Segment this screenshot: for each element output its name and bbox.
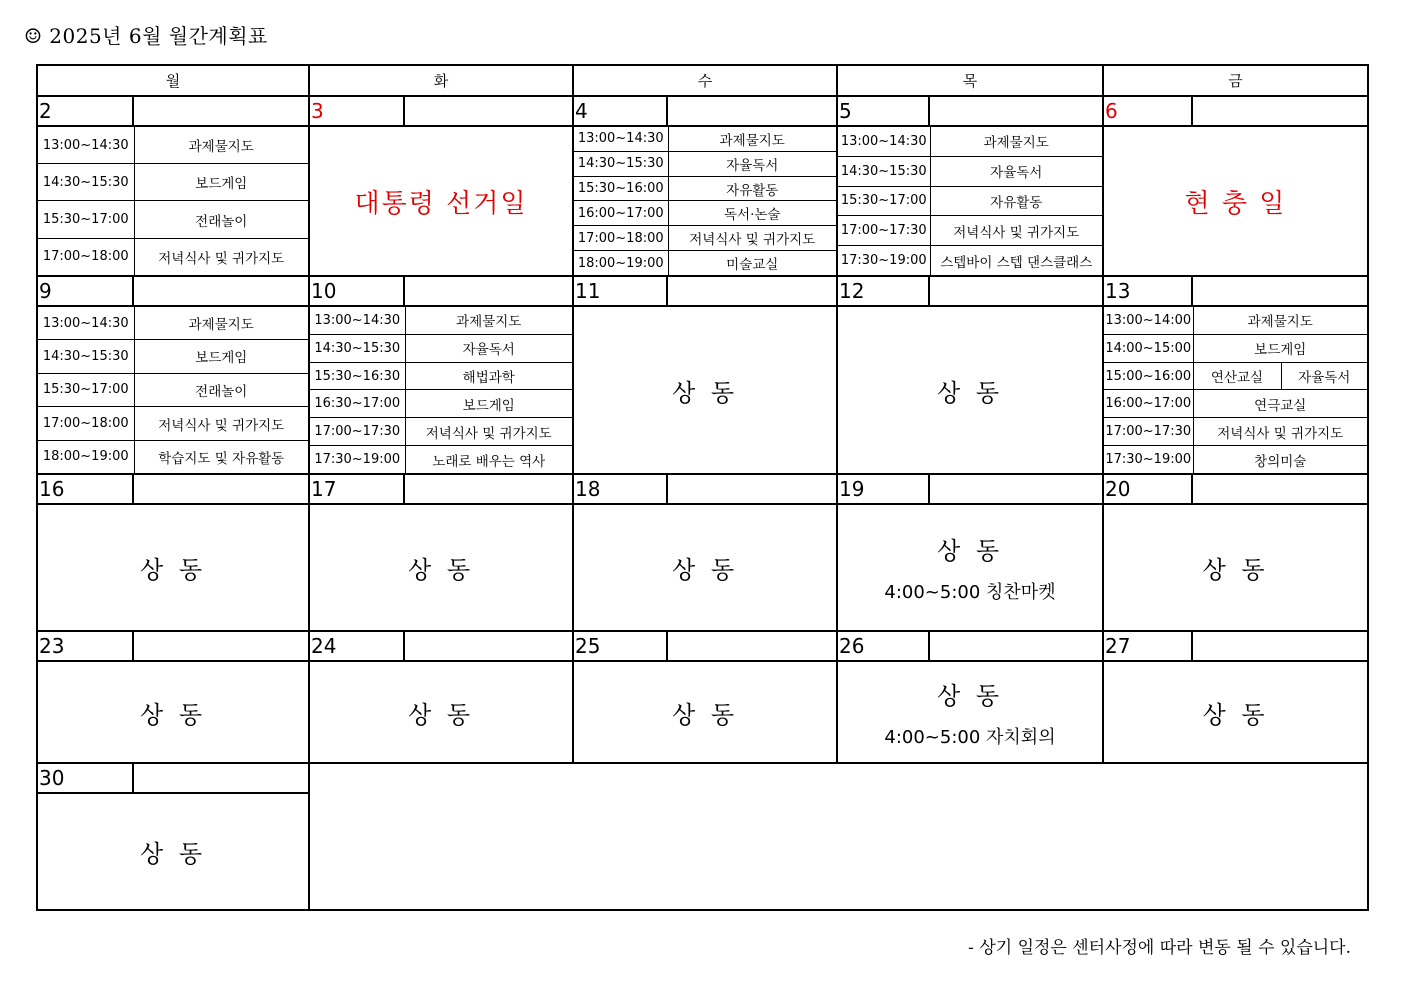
activity: 저녁식사 및 귀가지도 <box>930 216 1102 246</box>
activity: 자유활동 <box>930 186 1102 216</box>
date-note <box>133 474 309 504</box>
date-note <box>1192 474 1368 504</box>
time-slot: 17:00~17:30 <box>838 216 930 246</box>
activity: 자율독서 <box>405 334 572 362</box>
activity: 저녁식사 및 귀가지도 <box>668 226 836 251</box>
date-note <box>133 276 309 306</box>
weekday-mon: 월 <box>37 65 309 96</box>
time-slot: 17:30~19:00 <box>310 446 405 473</box>
weekday-tue: 화 <box>309 65 573 96</box>
activity: 과제물지도 <box>134 307 308 340</box>
date-26: 26 <box>837 631 929 661</box>
activity: 보드게임 <box>1193 334 1367 362</box>
date-9: 9 <box>37 276 133 306</box>
date-note <box>667 474 837 504</box>
date-5: 5 <box>837 96 929 126</box>
weekday-fri: 금 <box>1103 65 1368 96</box>
time-slot: 14:30~15:30 <box>38 164 134 201</box>
week2-date-row <box>37 276 1368 306</box>
page-title: ☺ 2025년 6월 월간계획표 <box>24 24 268 48</box>
activity: 노래로 배우는 역사 <box>432 453 546 470</box>
activity: 자율독서 <box>1281 362 1367 390</box>
date-13: 13 <box>1103 276 1192 306</box>
activity: 보드게임 <box>134 340 308 374</box>
activity: 저녁식사 및 귀가지도 <box>134 407 308 441</box>
activity: 자율독서 <box>668 151 836 176</box>
date-19: 19 <box>837 474 929 504</box>
time-slot: 14:30~15:30 <box>838 156 930 186</box>
date-note <box>133 96 309 126</box>
event-praise-market: 4:00~5:00 칭찬마켓 <box>884 582 1056 603</box>
activity: 보드게임 <box>405 390 572 418</box>
date-note <box>667 631 837 661</box>
schedule-day-19 <box>837 504 1103 631</box>
time-slot: 15:30~16:00 <box>574 176 668 201</box>
activity: 연산교실 <box>1193 362 1281 390</box>
monthly-calendar <box>36 64 1369 911</box>
activity: 독서·논술 <box>668 201 836 226</box>
holiday-election-day: 대통령 선거일 <box>309 126 573 276</box>
time-slot: 17:00~18:00 <box>38 238 134 275</box>
date-note <box>1192 96 1368 126</box>
week4-date-row <box>37 631 1368 661</box>
activity: 과제물지도 <box>405 307 572 334</box>
activity: 자율독서 <box>930 156 1102 186</box>
weekday-header-row <box>37 65 1368 96</box>
time-slot: 16:30~17:00 <box>310 390 405 418</box>
activity: 과제물지도 <box>134 127 308 164</box>
same-as-above: 상 동 <box>1103 661 1368 763</box>
time-slot: 14:00~15:00 <box>1104 334 1193 362</box>
weekday-thu: 목 <box>837 65 1103 96</box>
time-slot: 17:00~18:00 <box>574 226 668 251</box>
empty-area <box>309 763 1368 910</box>
date-note <box>133 763 309 793</box>
time-slot: 17:30~19:00 <box>1104 446 1193 473</box>
same-as-above: 상 동 <box>937 681 1003 710</box>
date-16: 16 <box>37 474 133 504</box>
time-slot: 13:00~14:30 <box>38 127 134 164</box>
date-27: 27 <box>1103 631 1192 661</box>
time-slot: 13:00~14:30 <box>38 307 134 340</box>
time-slot: 15:30~17:00 <box>38 373 134 407</box>
activity: 스텝바이 스텝 댄스클래스 <box>940 254 1093 271</box>
time-slot: 16:00~17:00 <box>574 201 668 226</box>
date-17: 17 <box>309 474 404 504</box>
same-as-above: 상 동 <box>309 661 573 763</box>
week2-content-row <box>37 306 1368 474</box>
time-slot: 14:30~15:30 <box>574 151 668 176</box>
footnote: - 상기 일정은 센터사정에 따라 변동 될 수 있습니다. <box>968 938 1351 958</box>
date-note <box>1192 276 1368 306</box>
same-as-above: 상 동 <box>309 504 573 631</box>
activity: 창의미술 <box>1254 453 1307 470</box>
activity: 학습지도 및 자유활동 <box>158 450 285 467</box>
date-12: 12 <box>837 276 929 306</box>
date-2: 2 <box>37 96 133 126</box>
week5-date-row <box>37 763 1368 793</box>
date-note <box>133 631 309 661</box>
time-slot: 15:30~16:30 <box>310 362 405 390</box>
schedule-day-13 <box>1103 306 1368 474</box>
holiday-memorial-day: 현 충 일 <box>1103 126 1368 276</box>
time-slot: 13:00~14:00 <box>1104 307 1193 334</box>
weekday-wed: 수 <box>573 65 837 96</box>
time-slot: 14:30~15:30 <box>38 340 134 374</box>
date-4: 4 <box>573 96 667 126</box>
time-slot: 15:30~17:00 <box>38 201 134 238</box>
activity: 과제물지도 <box>668 127 836 151</box>
time-slot: 15:30~17:00 <box>838 186 930 216</box>
activity: 전래놀이 <box>134 201 308 238</box>
same-as-above: 상 동 <box>573 504 837 631</box>
date-23: 23 <box>37 631 133 661</box>
time-slot: 18:00~19:00 <box>574 251 668 275</box>
date-note <box>929 474 1103 504</box>
activity: 자유활동 <box>668 176 836 201</box>
schedule-day-26 <box>837 661 1103 763</box>
date-30: 30 <box>37 763 133 793</box>
time-slot: 17:30~19:00 <box>838 246 930 275</box>
time-slot: 13:00~14:30 <box>574 127 668 151</box>
same-as-above: 상 동 <box>837 306 1103 474</box>
activity: 저녁식사 및 귀가지도 <box>1193 418 1367 446</box>
same-as-above: 상 동 <box>937 537 1003 565</box>
date-note <box>1192 631 1368 661</box>
activity: 저녁식사 및 귀가지도 <box>158 250 285 267</box>
event-student-council: 4:00~5:00 자치회의 <box>884 726 1056 748</box>
date-note <box>929 276 1103 306</box>
time-slot: 15:00~16:00 <box>1104 362 1193 390</box>
week3-date-row <box>37 474 1368 504</box>
date-note <box>404 631 573 661</box>
activity: 전래놀이 <box>134 373 308 407</box>
date-note <box>929 631 1103 661</box>
date-6: 6 <box>1103 96 1192 126</box>
week1-content-row <box>37 126 1368 276</box>
date-24: 24 <box>309 631 404 661</box>
date-note <box>929 96 1103 126</box>
date-note <box>404 276 573 306</box>
week1-date-row <box>37 96 1368 126</box>
time-slot: 18:00~19:00 <box>38 440 134 473</box>
date-20: 20 <box>1103 474 1192 504</box>
activity: 과제물지도 <box>930 127 1102 156</box>
same-as-above: 상 동 <box>573 661 837 763</box>
activity: 보드게임 <box>134 164 308 201</box>
schedule-day-9 <box>37 306 309 474</box>
date-note <box>667 276 837 306</box>
time-slot: 17:00~18:00 <box>38 407 134 441</box>
schedule-day-5 <box>837 126 1103 276</box>
date-3: 3 <box>309 96 404 126</box>
same-as-above: 상 동 <box>573 306 837 474</box>
time-slot: 17:00~17:30 <box>310 418 405 446</box>
activity: 해법과학 <box>405 362 572 390</box>
date-10: 10 <box>309 276 404 306</box>
time-slot: 16:00~17:00 <box>1104 390 1193 418</box>
week4-content-row <box>37 661 1368 763</box>
schedule-day-4 <box>573 126 837 276</box>
date-25: 25 <box>573 631 667 661</box>
activity: 저녁식사 및 귀가지도 <box>405 418 572 446</box>
activity: 과제물지도 <box>1193 307 1367 334</box>
same-as-above: 상 동 <box>1103 504 1368 631</box>
week3-content-row <box>37 504 1368 631</box>
activity: 미술교실 <box>726 257 779 274</box>
schedule-day-2 <box>37 126 309 276</box>
date-note <box>404 96 573 126</box>
same-as-above: 상 동 <box>37 661 309 763</box>
date-note <box>404 474 573 504</box>
schedule-day-10 <box>309 306 573 474</box>
date-18: 18 <box>573 474 667 504</box>
activity: 연극교실 <box>1193 390 1367 418</box>
same-as-above: 상 동 <box>37 504 309 631</box>
time-slot: 17:00~17:30 <box>1104 418 1193 446</box>
time-slot: 14:30~15:30 <box>310 334 405 362</box>
date-note <box>667 96 837 126</box>
time-slot: 13:00~14:30 <box>310 307 405 334</box>
same-as-above: 상 동 <box>37 793 309 910</box>
date-11: 11 <box>573 276 667 306</box>
time-slot: 13:00~14:30 <box>838 127 930 156</box>
